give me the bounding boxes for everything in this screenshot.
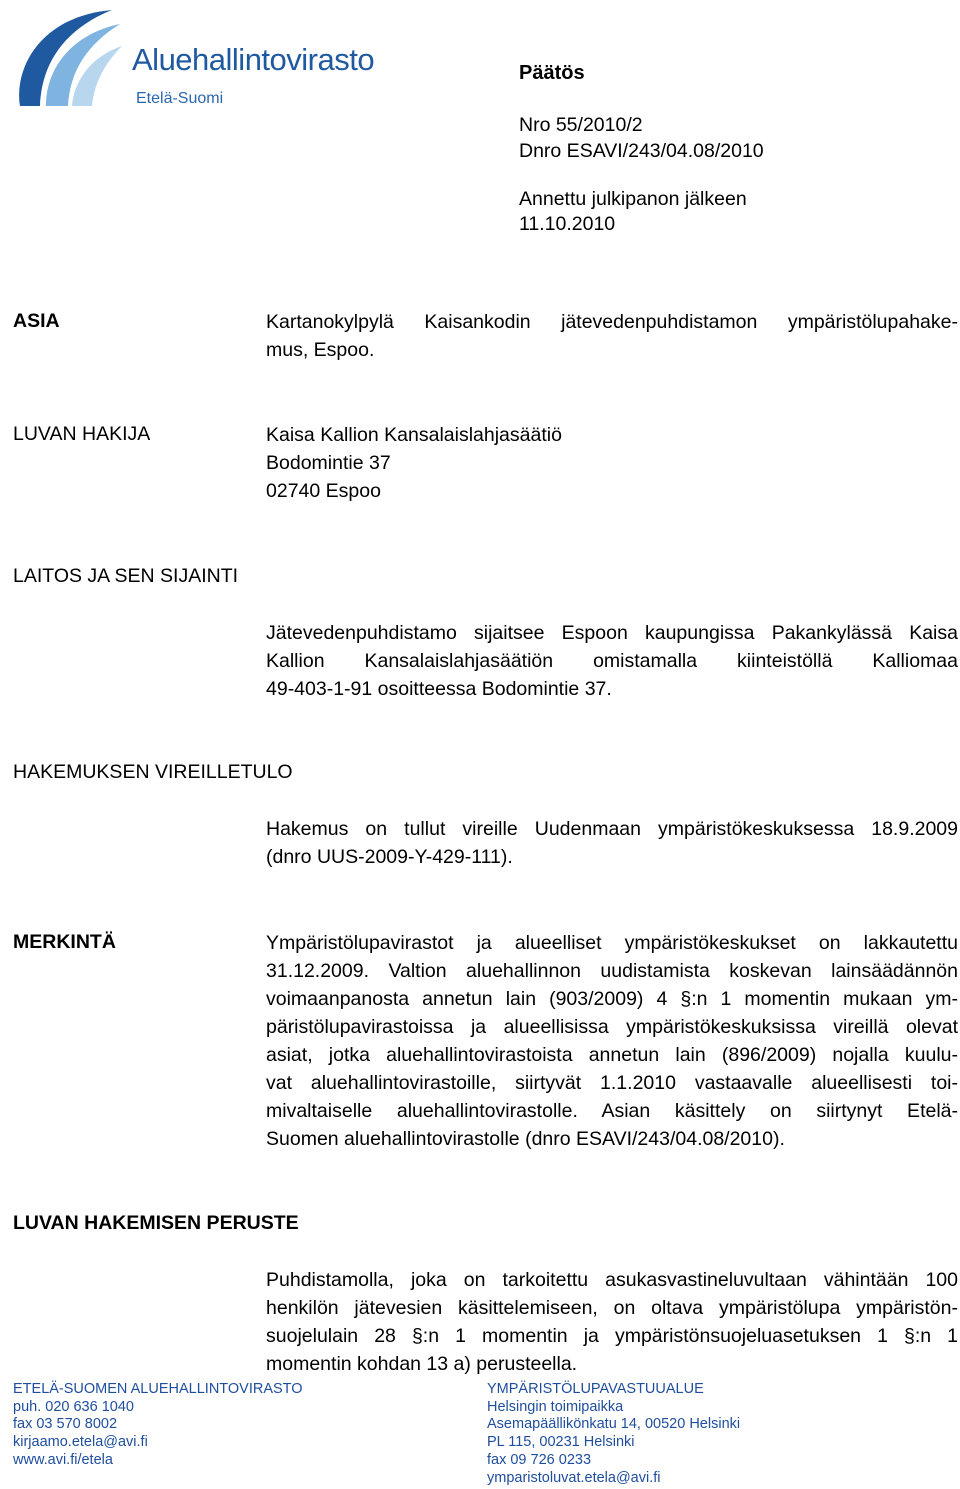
logo-name: Aluehallintovirasto [132, 42, 375, 77]
footer-email-link[interactable]: kirjaamo.etela@avi.fi [13, 1434, 148, 1451]
agency-logo [12, 6, 412, 114]
record-number: Dnro ESAVI/243/04.08/2010 [519, 140, 764, 162]
text-line: Ympäristölupavirastot ja alueelliset ympäristökeskukset on lakkautettu [266, 932, 958, 954]
text-line: Hakemus on tullut vireille Uudenmaan ympäristökeskuksessa 18.9.2009 [266, 818, 958, 840]
footer-website-link[interactable]: www.avi.fi/etela [13, 1451, 113, 1468]
footer-phone: puh. 020 636 1040 [13, 1398, 134, 1415]
section-label-asia: ASIA [13, 310, 60, 332]
text-line: Kartanokylpylä Kaisankodin jätevedenpuhdistamon ympäristölupahake- [266, 311, 958, 333]
text-line: vat aluehallintovirastoille, siirtyvät 1.1.2010 vastaavalle alueellisesti toi- [266, 1072, 958, 1094]
text-line: Jätevedenpuhdistamo sijaitsee Espoon kaupungissa Pakankylässä Kaisa [266, 622, 958, 644]
text-line: momentin kohdan 13 a) perusteella. [266, 1353, 578, 1375]
footer-fax-right: fax 09 726 0233 [487, 1451, 592, 1468]
issued-label: Annettu julkipanon jälkeen [519, 188, 747, 210]
text-line: asiat, jotka aluehallintovirastoista annetun lain (896/2009) nojalla kuulu- [266, 1044, 958, 1066]
footer-fax: fax 03 570 8002 [13, 1416, 118, 1433]
text-line: 02740 Espoo [266, 480, 381, 502]
footer-street-address: Asemapäällikönkatu 14, 00520 Helsinki [487, 1416, 741, 1433]
text-line: henkilön jätevesien käsittelemiseen, on oltava ympäristölupa ympäristön- [266, 1297, 958, 1319]
section-body-merkinta [266, 929, 958, 1153]
section-body-luvan-hakija [266, 421, 958, 505]
footer-postal-address: PL 115, 00231 Helsinki [487, 1434, 635, 1451]
decision-number: Nro 55/2010/2 [519, 114, 643, 136]
text-line: Bodomintie 37 [266, 452, 391, 474]
footer-left-contact [13, 1381, 303, 1470]
section-label-merkinta: MERKINTÄ [13, 931, 116, 953]
section-label-vireilletulo: HAKEMUKSEN VIREILLETULO [13, 761, 293, 783]
text-line: mivaltaiselle aluehallintovirastolle. Asian käsittely on siirtynyt Etelä- [266, 1100, 958, 1122]
text-line: Kallion Kansalaislahjasäätiön omistamalla kiinteistöllä Kalliomaa [266, 650, 958, 672]
text-line: Puhdistamolla, joka on tarkoitettu asukasvastineluvultaan vähintään 100 [266, 1269, 958, 1291]
issued-date: 11.10.2010 [519, 213, 616, 235]
section-label-peruste: LUVAN HAKEMISEN PERUSTE [13, 1212, 299, 1234]
footer-agency-name: ETELÄ-SUOMEN ALUEHALLINTOVIRASTO [13, 1381, 303, 1397]
logo-region: Etelä-Suomi [136, 90, 224, 107]
section-body-laitos [266, 619, 958, 703]
section-label-laitos: LAITOS JA SEN SIJAINTI [13, 565, 239, 587]
text-line: Suomen aluehallintovirastolle (dnro ESAVI/243/04.08/2010). [266, 1128, 785, 1150]
text-line: mus, Espoo. [266, 339, 375, 361]
document-type: Päätös [519, 62, 585, 84]
text-line: Kaisa Kallion Kansalaislahjasäätiö [266, 424, 562, 446]
footer-office: Helsingin toimipaikka [487, 1398, 624, 1415]
text-line: (dnro UUS-2009-Y-429-111). [266, 846, 513, 868]
footer-unit-name: YMPÄRISTÖLUPAVASTUUALUE [487, 1381, 704, 1397]
swoosh-logo-icon [12, 6, 132, 114]
text-line: päristölupavirastoissa ja alueellisissa ympäristökeskuksissa vireillä olevat [266, 1016, 958, 1038]
footer-right-contact [487, 1381, 740, 1487]
text-line: 31.12.2009. Valtion aluehallinnon uudistamista koskevan lainsäädännön [266, 960, 958, 982]
section-body-peruste [266, 1266, 958, 1378]
text-line: 49-403-1-91 osoitteessa Bodomintie 37. [266, 678, 612, 700]
text-line: suojelulain 28 §:n 1 momentin ja ympäristönsuojeluasetuksen 1 §:n 1 [266, 1325, 958, 1347]
footer-unit-email-link[interactable]: ymparistoluvat.etela@avi.fi [487, 1469, 661, 1486]
section-label-luvan-hakija: LUVAN HAKIJA [13, 423, 151, 445]
section-body-asia [266, 308, 958, 364]
section-body-vireilletulo [266, 815, 958, 871]
text-line: voimaanpanosta annetun lain (903/2009) 4 §:n 1 momentin mukaan ym- [266, 988, 958, 1010]
